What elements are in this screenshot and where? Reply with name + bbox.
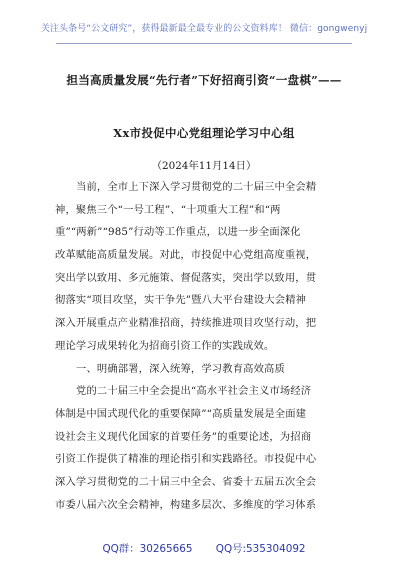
body-line: 体制是中国式现代化的重要保障”“高质量发展是全面建	[55, 407, 307, 420]
header-divider	[56, 43, 352, 44]
body-line: 当前，全市上下深入学习贯彻党的二十届三中全会精	[76, 181, 317, 193]
body-line: 理论学习成果转化为招商引资工作的实践成效。	[55, 339, 275, 352]
document-body	[55, 176, 355, 516]
body-line: 引资工作提供了精准的理论指引和实践路径。市投促中心	[55, 453, 317, 466]
body-line: 深入学习贯彻党的二十届三中全会、省委十五届五次全会	[55, 475, 317, 488]
qq-number: QQ号:535304092	[215, 543, 306, 555]
document-date: （2024年11月14日）	[151, 160, 257, 172]
body-line: 改革赋能高质量发展。对此，市投促中心党组高度重视，	[55, 249, 317, 262]
body-line: 突出学以致用、多元施策、督促落实，突出学以致用，贯	[55, 271, 317, 284]
document-title: 担当高质量发展“先行者”下好招商引资“一盘棋”——	[66, 73, 342, 87]
section-heading: 一、明确部署，深入统筹，学习教育高效高质	[76, 362, 285, 375]
body-line: 彻落实“项目攻坚，实干争先”暨八大平台建设大会精神	[55, 294, 307, 307]
body-line: 重”“两新”“985”行动等工作重点，以进一步全面深化	[55, 226, 301, 239]
body-line: 设社会主义现代化国家的首要任务”的重要论述，为招商	[55, 430, 312, 443]
body-line: 市委八届六次全会精神，构建多层次、多维度的学习体系	[55, 498, 317, 511]
promo-banner: 关注头条号“公文研究”，获得最新最全最专业的公文资料库！ 微信：gongwenyj	[40, 24, 368, 34]
footer-contact	[0, 540, 408, 555]
qq-group: QQ群：30265665	[102, 543, 193, 555]
body-line: 深入开展重点产业精准招商，持续推进项目攻坚行动，把	[55, 317, 317, 330]
body-line: 神，聚焦三个“一号工程”、“十项重大工程”和“两	[55, 203, 281, 216]
document-author: Xx市投促中心党组理论学习中心组	[113, 126, 295, 140]
body-line: 党的二十届三中全会提出“高水平社会主义市场经济	[76, 385, 312, 398]
